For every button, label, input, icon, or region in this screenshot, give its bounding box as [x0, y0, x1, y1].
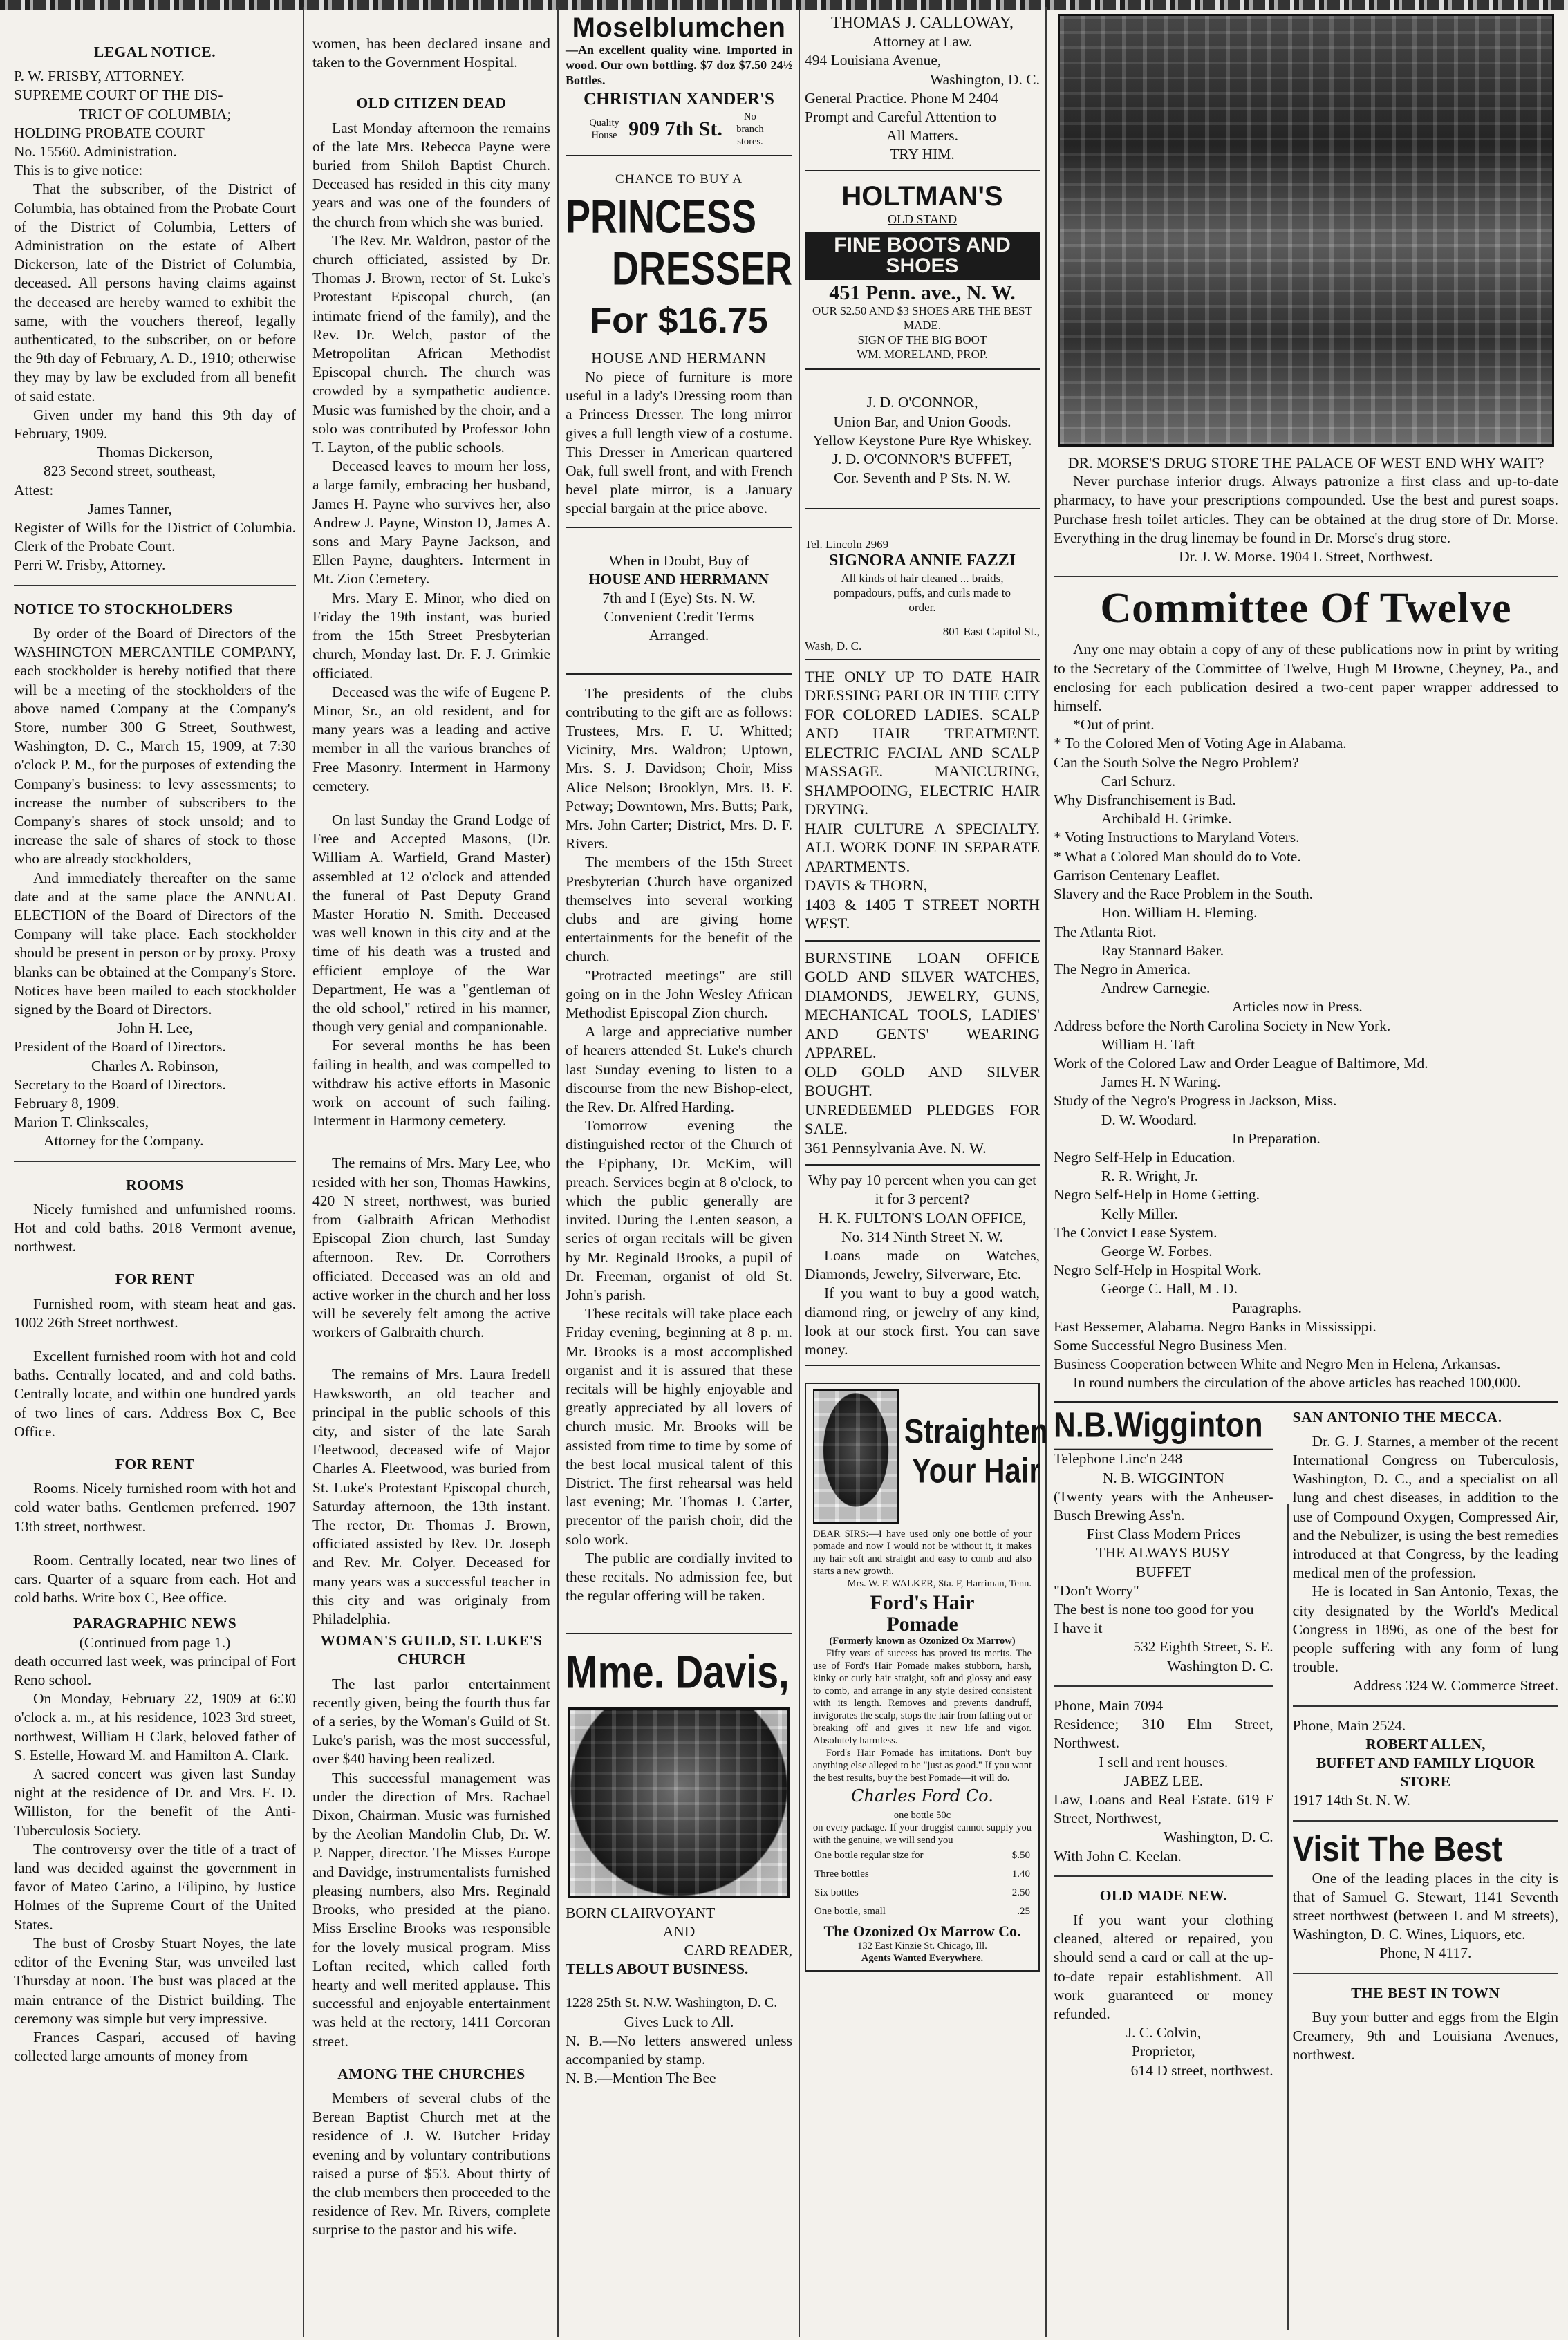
- news-paragraph: A large and appreciative number of hearers attended St. Luke's church last Sunday evening to listen to a discourse from the new Bishop-elect, the Rev. Dr. Alfred Harding.: [566, 1023, 792, 1115]
- burnstine-gold: OLD GOLD AND SILVER BOUGHT.: [805, 1063, 1040, 1100]
- fulton-address: No. 314 Ninth Street N. W.: [841, 1228, 1004, 1245]
- committee-out: *Out of print.: [1072, 716, 1155, 733]
- fazzi-body: All kinds of hair cleaned ... braids, pompadours, puffs, and curls made to order.: [833, 571, 1011, 614]
- doubt-line: Convenient Credit Terms: [604, 608, 754, 626]
- pomade-company-address: 132 East Kinzie St. Chicago, Ill.: [857, 1940, 987, 1951]
- committee-publication-item: George C. Hall, M . D.: [1101, 1280, 1238, 1298]
- morse-caption: DR. MORSE'S DRUG STORE THE PALACE OF WEST END WHY WAIT?: [1067, 454, 1544, 471]
- legal-given: Given under my hand this 9th day of February, 1909.: [14, 406, 296, 442]
- price-value: 1.40: [1011, 1868, 1030, 1880]
- fords-pomade-ad: [805, 1383, 1048, 1972]
- committee-closing: In round numbers the circulation of the above articles has reached 100,000.: [1072, 1374, 1521, 1392]
- house-herrmann-ad: [566, 528, 792, 675]
- divider: [1293, 1820, 1558, 1822]
- pomade-straighten: Straighten: [904, 1412, 1048, 1451]
- committee-publication-item: Negro Self-Help in Education.: [1054, 1148, 1235, 1166]
- colvin-prop: Proprietor,: [1131, 2043, 1195, 2060]
- pomade-your-hair: Your Hair: [911, 1451, 1040, 1490]
- old-citizen-dead-heading: OLD CITIZEN DEAD: [356, 95, 507, 112]
- committee-publication-item: In Preparation.: [1232, 1130, 1320, 1147]
- wigginton-phone: Telephone Linc'n 248: [1054, 1450, 1183, 1468]
- news-paragraph: Mrs. Mary E. Minor, who died on Friday the 19th instant, was buried from the 15th Street Presbyterian church, Monday last. Dr. F. J. Grimkie officiated.: [312, 589, 550, 682]
- column-rule: [557, 7, 559, 2337]
- committee-publication-item: Why Disfranchisement is Bad.: [1054, 792, 1236, 809]
- pomade-company: The Ozonized Ox Marrow Co.: [823, 1922, 1021, 1940]
- price-row: [813, 1846, 1032, 1865]
- news-paragraph: women, has been declared insane and taken to the Government Hospital.: [312, 35, 550, 71]
- davis-line: BORN CLAIRVOYANT: [566, 1904, 716, 1921]
- wigginton-city: Washington D. C.: [1167, 1657, 1273, 1674]
- fazzi-city: Wash, D. C.: [805, 639, 862, 653]
- committee-intro: Any one may obtain a copy of any of these publications now in print by writing to the Secretary of the Committee of Twelve, Hugh M Browne, Cheyney, Pa., and enclosing for each publication desired a two-cent paper wrapper addressed to himself.: [1054, 641, 1558, 715]
- committee-publication-item: Slavery and the Race Problem in the South.: [1054, 886, 1313, 903]
- pomade-woman-portrait: [813, 1389, 899, 1524]
- moselblumchen-ad: [566, 14, 792, 156]
- calloway-title: Attorney at Law.: [872, 33, 973, 50]
- davis-line: CARD READER,: [684, 1942, 792, 1958]
- burnstine-pledges: UNREDEEMED PLEDGES FOR SALE.: [805, 1101, 1040, 1138]
- column-rule: [1045, 7, 1047, 2337]
- news-paragraph: The public are cordially invited to these recitals. No admission fee, but the regular offering will be taken.: [566, 1549, 792, 1604]
- doubt-line: HOUSE AND HERRMANN: [588, 570, 769, 588]
- san-antonio-heading: SAN ANTONIO THE MECCA.: [1292, 1408, 1502, 1425]
- holtman-address: 451 Penn. ave., N. W.: [829, 281, 1016, 304]
- price-label: One bottle, small: [814, 1906, 886, 1918]
- pomade-name: Ford's Hair: [870, 1591, 975, 1615]
- davis-nb: N. B.—No letters answered unless accompanied by stamp.: [566, 2032, 792, 2068]
- davis-luck: Gives Luck to All.: [624, 2013, 734, 2030]
- divider: [1054, 576, 1558, 577]
- dresser-store: HOUSE AND HERMANN: [591, 349, 767, 366]
- committee-title: Committee Of Twelve: [1100, 585, 1512, 633]
- legal-body: That the subscriber, of the District of Columbia, has obtained from the Probate Court of the District of Columbia, Letters of Administration on the estate of Albert Dickerson, late of the District of Columbia, deceased. All persons having claims against the deceased are hereby warned to exhibit the same, with the vouchers thereof, legally authenticated, to the subscriber, on or before the 9th day of February, A. D., 1910; otherwise they may by law be excluded from all benefit of said estate.: [14, 180, 296, 404]
- committee-publication-item: Study of the Negro's Progress in Jackson, Miss.: [1054, 1092, 1337, 1110]
- holtman-prop: WM. MORELAND, PROP.: [857, 348, 988, 362]
- news-paragraph: Tomorrow evening the distinguished rector of the Church of the Epiphany, Dr. McKim, will preach. Services begin at 8 o'clock, to which the public generally are invited. During the Lenten season, a series of organ recitals will be given by Mr. Reginald Brooks, a pupil of Dr. Freeman, organist of old St. John's parish.: [566, 1117, 792, 1304]
- news-paragraph: The remains of Mrs. Mary Lee, who resided with her son, Thomas Hawkins, 420 N street, northwest, was buried from Galbraith African Methodist Episcopal Zion church, last Sunday afternoon. Rev. Dr. Corrothers officiated. Deceased was an old and active worker in the church and her loss will be severely felt among the active workers of Galbraith church.: [312, 1154, 550, 1341]
- among-churches-heading: AMONG THE CHURCHES: [337, 2065, 525, 2082]
- legal-attorney: Perri W. Frisby, Attorney.: [14, 556, 166, 574]
- pomade-letter-sig: Mrs. W. F. WALKER, Sta. F, Harriman, Tenn.: [847, 1578, 1032, 1590]
- divider: [14, 1161, 296, 1162]
- committee-publication-list: [1054, 734, 1558, 1374]
- committee-publication-item: The Convict Lease System.: [1054, 1224, 1217, 1241]
- fazzi-name: SIGNORA ANNIE FAZZI: [828, 552, 1016, 570]
- rooms-body: Nicely furnished and unfurnished rooms. Hot and cold baths. 2018 Vermont avenue, northwest.: [14, 1200, 296, 1255]
- lee-with: With John C. Keelan.: [1054, 1847, 1182, 1864]
- committee-publication-item: Ray Stannard Baker.: [1101, 942, 1224, 959]
- holtman-ad: [805, 171, 1040, 371]
- wigginton-have: I have it: [1054, 1620, 1103, 1637]
- wigginton-first: First Class Modern Prices: [1086, 1526, 1241, 1543]
- committee-publication-item: Carl Schurz.: [1101, 772, 1176, 789]
- wigginton-title: N.B.Wigginton: [1054, 1408, 1273, 1450]
- best-in-town-body: Buy your butter and eggs from the Elgin Creamery, 9th and Louisiana Avenues, northwest.: [1292, 2008, 1558, 2063]
- davis-thorn-address: 1403 & 1405 T STREET NORTH WEST.: [805, 895, 1040, 933]
- doubt-line: 7th and I (Eye) Sts. N. W.: [602, 589, 756, 606]
- princess-dresser-ad: [566, 156, 792, 527]
- oconnor-line: Yellow Keystone Pure Rye Whiskey.: [812, 431, 1032, 449]
- price-label: One bottle regular size for: [814, 1849, 924, 1861]
- lee-city: Washington, D. C.: [1163, 1828, 1273, 1846]
- moselblumchen-body: —An excellent quality wine. Imported in wood. Our own bottling. $7 doz $7.50 24½ Bottles.: [566, 42, 792, 87]
- davis-address: 1228 25th St. N.W. Washington, D. C.: [566, 1995, 778, 2011]
- divider: [1293, 1705, 1558, 1707]
- pomade-formerly: (Formerly known as Ozonized Ox Marrow): [829, 1636, 1016, 1647]
- mme-davis-portrait: [568, 1707, 790, 1898]
- legal-signer: Thomas Dickerson,: [96, 444, 214, 461]
- legal-line: TRICT OF COLUMBIA;: [78, 105, 232, 122]
- pomade-agents: Agents Wanted Everywhere.: [861, 1952, 984, 1964]
- legal-line: No. 15560. Administration.: [14, 143, 177, 160]
- calloway-prompt: Prompt and Careful Attention to: [805, 109, 997, 126]
- fazzi-address: 801 East Capitol St.,: [942, 624, 1040, 638]
- column-rule: [303, 7, 304, 2337]
- divider: [1054, 1875, 1273, 1877]
- stockholders-title: Attorney for the Company.: [44, 1132, 204, 1150]
- burnstine-ad: [805, 942, 1040, 1166]
- pomade-note: on every package. If your druggist cannot supply you with the genuine, we will send you: [813, 1822, 1032, 1846]
- lee-law: Law, Loans and Real Estate. 619 F Street, Northwest,: [1054, 1790, 1273, 1827]
- xander-note: No branch stores.: [736, 111, 764, 148]
- dresser-chance: CHANCE TO BUY A: [615, 172, 743, 187]
- news-paragraph: The controversy over the title of a tract of land was decided against the government in favor of Mateo Carino, a Filipino, by Justice Holmes of the Supreme Court of the United States.: [14, 1840, 296, 1933]
- holtman-shoes: OUR $2.50 AND $3 SHOES ARE THE BEST MADE.: [812, 304, 1032, 333]
- divider: [1054, 1685, 1273, 1687]
- doubt-line: When in Doubt, Buy of: [608, 552, 749, 569]
- dresser-body: No piece of furniture is more useful in a lady's Dressing room than a Princess Dresser. The long mirror gives a full length view of a costume. This Dresser in American quartered Oak, full swell front, and with French bevel plate mirror, is a January special bargain at the price above.: [566, 368, 792, 517]
- legal-attest: Attest:: [14, 481, 54, 498]
- price-value: $.50: [1011, 1849, 1030, 1861]
- news-paragraph: The remains of Mrs. Laura Iredell Hawksworth, an old teacher and principal in the public schools of this city, and sister of the late Sarah Fleetwood, deceased wife of Major Charles A. Fleetwood, was buried from St. Luke's Protestant Episcopal church, Saturday afternoon, the 13th instant. The rector, Dr. Thomas J. Brown, officiated assisted by Rev. Dr. Joseph and Rev. Mr. Colyer. Deceased for many years was a successful teacher in this city and was originaly from Philadelphia.: [312, 1366, 550, 1628]
- oconnor-buffet: J. D. O'CONNOR'S BUFFET,: [832, 451, 1013, 468]
- page-top-edge: [0, 0, 1568, 10]
- news-paragraph: Deceased was the wife of Eugene P. Minor, Sr., an old resident, and for many years was a leading and active member in all the various branches of Free Masonry. Interment in Harmony cemetery.: [312, 683, 550, 794]
- committee-publication-item: Articles now in Press.: [1232, 998, 1363, 1015]
- davis-thorn-body: THE ONLY UP TO DATE HAIR DRESSING PARLOR IN THE CITY FOR COLORED LADIES. SCALP AND HAIR TREATMENT. ELECTRIC FACIAL AND SCALP MASSAGE. MANICURING, SHAMPOOING, ELECTRIC HAIR DRYING.: [805, 667, 1040, 818]
- price-value: .25: [1017, 1906, 1030, 1918]
- stockholders-signer: Charles A. Robinson,: [91, 1057, 218, 1074]
- bottom-ads-left: [1054, 1405, 1283, 2080]
- fulton-body: Loans made on Watches, Diamonds, Jewelry, Silverware, Etc.: [805, 1246, 1040, 1283]
- calloway-matters: All Matters.: [886, 127, 958, 144]
- lee-sell: I sell and rent houses.: [1099, 1753, 1229, 1770]
- stockholders-body: By order of the Board of Directors of the WASHINGTON MERCANTILE COMPANY, each stockholder is hereby notified that there will be a meeting of the stockholders of the above named Company at the Company's Store, number 300 G Street, Southwest, Washington, D. C., March 15, 1909, at 7:30 o'clock P. M., for the purposes of extending the Company's business: to levy assessments; to increase the number of subscribers to the Company's shares of stock unsold; and to increase the sale of shares of stock to those who are already stockholders,: [14, 624, 296, 868]
- oconnor-line: Union Bar, and Union Goods.: [833, 413, 1011, 430]
- committee-publication-item: Garrison Centenary Leaflet.: [1054, 866, 1220, 883]
- pomade-bottle: one bottle 50c: [893, 1809, 951, 1821]
- news-paragraph: These recitals will take place each Friday evening, beginning at 8 p. m. Mr. Brooks is a most accomplished organist and it is assured that these recitals will be highly enjoyable and greatly appreciated by all lovers of church music. Mr. Brooks will be assisted from time to time by some of the best local musical talent of this District. The first rehearsal was held last evening; Mr. Thomas J. Carter, precentor of the parish choir, did the solo work.: [566, 1305, 792, 1548]
- stockholders-signer: Marion T. Clinkscales,: [14, 1114, 149, 1131]
- news-paragraph: On last Sunday the Grand Lodge of Free and Accepted Masons, (Dr. William A. Warfield, Grand Master) assembled at 12 o'clock and attended the funeral of Past Deputy Grand Master Horatio N. Smith. Deceased was well known in this city and at the time of his death was a trusted and efficient employe of the War Department, He was a "gentleman of the old school," retired in his manner, though very genial and companionable.: [312, 811, 550, 1036]
- pomade-letter: DEAR SIRS:—I have used only one bottle of your pomade and now I would not be without it, it makes my hair soft and straight and easy to comb and also starts a new growth.: [813, 1528, 1032, 1578]
- for-rent-body: Room. Centrally located, near two lines of cars. Quarter of a square from each. Hot and cold baths. Write box C, Bee office.: [14, 1551, 296, 1607]
- lee-phone: Phone, Main 7094: [1054, 1696, 1164, 1714]
- committee-publication-item: George W. Forbes.: [1101, 1242, 1213, 1260]
- davis-line: AND: [662, 1922, 696, 1940]
- davis-thorn-ad: [805, 660, 1040, 942]
- holtman-name: HOLTMAN'S: [841, 180, 1003, 212]
- for-rent-heading: FOR RENT: [115, 1271, 195, 1288]
- committee-publication-item: Negro Self-Help in Home Getting.: [1054, 1186, 1260, 1204]
- paragraphic-news-sub: (Continued from page 1.): [79, 1634, 231, 1651]
- committee-publication-item: D. W. Woodard.: [1101, 1111, 1197, 1128]
- price-row: [813, 1884, 1032, 1902]
- old-made-new-body: If you want your clothing cleaned, altered or repaired, you should send a card or call at the up-to-date repair establishment. All work guaranteed or money refunded.: [1054, 1911, 1273, 2022]
- committee-publication-item: The Atlanta Riot.: [1054, 923, 1157, 940]
- column-5: [1054, 14, 1558, 2080]
- davis-line: TELLS ABOUT BUSINESS.: [566, 1960, 749, 1978]
- news-paragraph: "Protracted meetings" are still going on in the John Wesley African Methodist Episcopal Zion church.: [566, 966, 792, 1021]
- fulton-question: Why pay 10 percent when you can get it for 3 percent?: [808, 1172, 1037, 1208]
- paragraphic-news-heading: PARAGRAPHIC NEWS: [73, 1615, 237, 1632]
- calloway-address: 494 Louisiana Avenue,: [805, 52, 942, 69]
- news-paragraph: The bust of Crosby Stuart Noyes, the late editor of the Evening Star, was unveiled last Thursday at noon. The bust was placed at the main entrance of the District building. The ceremony was simple but very impressive.: [14, 1934, 296, 2027]
- best-in-town-heading: THE BEST IN TOWN: [1351, 1984, 1500, 2001]
- stockholders-title: Secretary to the Board of Directors.: [14, 1076, 226, 1093]
- calloway-city: Washington, D. C.: [930, 71, 1040, 88]
- news-paragraph: Last Monday afternoon the remains of the late Mrs. Rebecca Payne were buried from Shiloh Baptist Church. Deceased has resided in this city many years and was one of the founders of the church from which she was buried.: [312, 119, 550, 230]
- pomade-imitations: Ford's Hair Pomade has imitations. Don't buy anything else alleged to be "just as good." If you want the best results, buy the best Pomade—it will do.: [813, 1748, 1032, 1784]
- legal-register-title: Register of Wills for the District of Columbia. Clerk of the Probate Court.: [14, 519, 296, 555]
- womans-guild-heading: WOMAN'S GUILD, ST. LUKE'S CHURCH: [320, 1632, 543, 1668]
- san-antonio-body: Dr. G. J. Starnes, a member of the recent International Congress on Tuberculosis, Washington, D. C., and a specialist on all lung and chest diseases, in addition to the use of Compound Oxygen, Compressed Air, and the Nebulizer, is using the best remedies introduced at that Congress, by the leading medical men of the profession.: [1292, 1432, 1558, 1582]
- san-antonio-address: Address 324 W. Commerce Street.: [1352, 1677, 1558, 1694]
- committee-publication-item: * Voting Instructions to Maryland Voters.: [1054, 829, 1300, 846]
- column-4: [805, 14, 1048, 1972]
- price-label: Six bottles: [814, 1887, 859, 1898]
- committee-publication-item: Negro Self-Help in Hospital Work.: [1054, 1262, 1262, 1279]
- doubt-line: Arranged.: [648, 627, 709, 644]
- legal-line: P. W. FRISBY, ATTORNEY.: [14, 68, 185, 85]
- davis-thorn-name: DAVIS & THORN,: [805, 877, 928, 895]
- committee-publication-item: Hon. William H. Fleming.: [1101, 904, 1258, 921]
- visit-best-title: Visit The Best: [1292, 1828, 1503, 1869]
- wigginton-address: 532 Eighth Street, S. E.: [1133, 1638, 1273, 1656]
- news-paragraph: Frances Caspari, accused of having collected large amounts of money from: [14, 2028, 296, 2065]
- legal-register: James Tanner,: [88, 500, 172, 517]
- column-2: [312, 35, 550, 2240]
- allen-buffet: BUFFET AND FAMILY LIQUOR STORE: [1316, 1754, 1535, 1790]
- davis-thorn-culture: HAIR CULTURE A SPECIALTY. ALL WORK DONE IN SEPARATE APARTMENTS.: [805, 819, 1040, 875]
- church-news: [566, 675, 792, 1606]
- price-row: [813, 1902, 1032, 1921]
- fulton-ad: [805, 1166, 1040, 1366]
- san-antonio-body: He is located in San Antonio, Texas, the city designated by the World's Medical Congress in 1896, as one of the best for people suffering with any form of lung trouble.: [1292, 1583, 1558, 1676]
- fazzi-ad: [805, 509, 1040, 659]
- legal-notice-heading: LEGAL NOTICE.: [93, 44, 216, 60]
- committee-publication-item: Some Successful Negro Business Men.: [1054, 1336, 1287, 1354]
- bottom-ads-right: [1283, 1408, 1558, 2080]
- wigginton-always: THE ALWAYS BUSY: [1096, 1544, 1231, 1562]
- news-paragraph: On Monday, February 22, 1909 at 6:30 o'clock a. m., at his residence, 1023 3rd street, northwest, William H Clark, beloved father of S. Estelle, Howard M. and Hamilton A. Clark.: [14, 1690, 296, 1763]
- allen-name: ROBERT ALLEN,: [1365, 1735, 1486, 1752]
- fulton-body: If you want to buy a good watch, diamond ring, or jewelry of any kind, look at our stock first. You can save money.: [805, 1284, 1040, 1358]
- news-paragraph: Members of several clubs of the Berean Baptist Church met at the residence of J. W. Butcher Friday evening and by voluntary contributions raised a purse of $53. About thirty of the club members then proceeded to the residence of Rev. Mr. Rivers, complete surprise to the pastor and his wife.: [312, 2089, 550, 2238]
- for-rent-heading: FOR RENT: [115, 1456, 195, 1473]
- xander-name: CHRISTIAN XANDER'S: [584, 89, 774, 109]
- legal-line: HOLDING PROBATE COURT: [14, 124, 205, 141]
- fulton-name: H. K. FULTON'S LOAN OFFICE,: [818, 1209, 1027, 1226]
- burnstine-body: BURNSTINE LOAN OFFICE GOLD AND SILVER WATCHES, DIAMONDS, JEWELRY, GUNS, MECHANICAL TOOLS, LADIES' AND GENTS' WEARING APPAREL.: [805, 948, 1040, 1062]
- committee-publication-item: Work of the Colored Law and Order League of Baltimore, Md.: [1054, 1054, 1428, 1071]
- holtman-stand: OLD STAND: [887, 212, 958, 227]
- committee-publication-item: * What a Colored Man should do to Vote.: [1054, 848, 1301, 865]
- news-paragraph: The Rev. Mr. Waldron, pastor of the church officiated, assisted by Dr. Thomas J. Brown, rector of St. Luke's Protestant Episcopal church, (an intimate friend of the family), and the Rev. Dr. Welch, pastor of the Metropolitan African Methodist Episcopal church. The church was crowded by a sympathetic audience. Music was furnished by the choir, and a solo was contributed by Professor John T. Layton, of the public schools.: [312, 232, 550, 456]
- xander-address: 909 7th St.: [628, 118, 722, 140]
- committee-publication-item: R. R. Wright, Jr.: [1101, 1168, 1199, 1185]
- morse-sig: Dr. J. W. Morse. 1904 L Street, Northwest.: [1179, 548, 1433, 565]
- stockholders-body: And immediately thereafter on the same date and at the same place the ANNUAL ELECTION of the Board of Directors of the Company will take place. Each stockholder should be present in person or by proxy. Proxy blanks can be obtained at the Company's Store. Notices have been mailed to each stockholder signed by the Board of Directors.: [14, 869, 296, 1018]
- pomade-price-table: [813, 1846, 1032, 1922]
- dresser-line2: DRESSER: [611, 242, 792, 294]
- divider: [14, 585, 296, 586]
- colvin-name: J. C. Colvin,: [1126, 2024, 1201, 2041]
- wigginton-best: The best is none too good for you: [1054, 1601, 1254, 1618]
- committee-publication-item: Can the South Solve the Negro Problem?: [1054, 754, 1299, 771]
- wigginton-worry: "Don't Worry": [1054, 1582, 1139, 1599]
- oconnor-name: J. D. O'CONNOR,: [866, 394, 978, 411]
- wigginton-name: N. B. WIGGINTON: [1102, 1469, 1224, 1486]
- news-paragraph: For several months he has been failing in health, and was compelled to withdraw his active efforts in Masonic work on account of such failing. Interment in Harmony cemetery.: [312, 1037, 550, 1130]
- price-row: [813, 1865, 1032, 1884]
- lee-residence: Residence; 310 Elm Street, Northwest.: [1054, 1716, 1273, 1752]
- committee-publication-item: Archibald H. Grimke.: [1101, 810, 1232, 827]
- news-paragraph: The presidents of the clubs contributing to the gift are as follows: Trustees, Mrs. F. U. Whitted; Vicinity, Mrs. Waldron; Uptown, Mrs. S. J. Davidson; Choir, Miss Alice Nelson; Brooklyn, Mrs. B. F. Petway; Downtown, Mrs. Butts; Park, Mrs. John Carter; District, Mrs. D. F. Rivers.: [566, 684, 792, 852]
- moselblumchen-title: Moselblumchen: [572, 12, 786, 43]
- news-paragraph: Deceased leaves to mourn her loss, a large family, embracing her husband, James H. Payne who survives her, also Andrew J. Payne, Winston D, James A. sons and Mary Payne Jackson, and Ellen Payne, daughters. Interment in Mt. Zion Cemetery.: [312, 458, 550, 588]
- pomade-body: Fifty years of success has proved its merits. The use of Ford's Hair Pomade makes stubborn, harsh, kinky or curly hair straight, soft and glossy and easy to comb, and arrange in any style desired consistent with its length. Removes and prevents dandruff, invigorates the scalp, stops the hair from falling out or breaking off and gives it new life and vigor. Absolutely harmless.: [813, 1648, 1032, 1747]
- visit-best-phone: Phone, N 4117.: [1379, 1945, 1472, 1962]
- old-made-new-heading: OLD MADE NEW.: [1099, 1887, 1227, 1904]
- committee-publication-item: The Negro in America.: [1054, 960, 1191, 977]
- morse-body: Never purchase inferior drugs. Always patronize a first class and up-to-date pharmacy, to have your prescriptions compounded. Use the best and purest soaps. Purchase fresh toilet articles. They can be obtained at the drug store of Dr. Morse. Everything in the drug linemay be found in Dr. Morse's drug store.: [1054, 473, 1558, 546]
- column-rule: [799, 7, 800, 2337]
- calloway-name: THOMAS J. CALLOWAY,: [830, 14, 1014, 32]
- news-paragraph: death occurred last week, was principal of Fort Reno school.: [14, 1652, 296, 1689]
- stockholders-title: President of the Board of Directors.: [14, 1038, 226, 1056]
- news-paragraph: A sacred concert was given last Sunday night at the residence of Dr. and Mrs. E. D. Williston, for the benefit of the Anti-Tuberculosis Society.: [14, 1766, 296, 1839]
- allen-address: 1917 14th St. N. W.: [1292, 1792, 1410, 1809]
- legal-line: SUPREME COURT OF THE DIS-: [14, 86, 223, 104]
- committee-publication-item: Andrew Carnegie.: [1101, 980, 1211, 997]
- colvin-address: 614 D street, northwest.: [1130, 2061, 1273, 2079]
- pomade-signature: Charles Ford Co.: [851, 1786, 993, 1806]
- stockholders-date: February 8, 1909.: [14, 1094, 120, 1112]
- price-label: Three bottles: [814, 1868, 869, 1880]
- news-paragraph: This successful management was under the direction of Mrs. Rachael Dixon, Chairman. Music was furnished by the Aeolian Mandolin Club, Dr. W. P. Napper, director. The Misses Europe and Davidge, instrumentalists furnished pleasing numbers, also Mrs. Reginald Brooks, who presided at the piano. Miss Erseline Brooks was responsible for the lovely musical program. Miss Loftan recited, which called forth hearty and well merited applause. This successful and enjoyable entertainment was held at the rectory, 1411 Corcoran street.: [312, 1769, 550, 2050]
- lee-name: JABEZ LEE.: [1123, 1772, 1204, 1789]
- committee-publication-item: Paragraphs.: [1232, 1299, 1302, 1316]
- stockholders-signer: John H. Lee,: [117, 1020, 193, 1037]
- oconnor-address: Cor. Seventh and P Sts. N. W.: [833, 469, 1011, 487]
- calloway-try: TRY HIM.: [890, 146, 955, 163]
- mme-davis-ad: [566, 1633, 792, 2088]
- holtman-fine: FINE BOOTS AND SHOES: [805, 232, 1040, 280]
- dresser-price: For $16.75: [590, 300, 768, 341]
- price-value: 2.50: [1011, 1887, 1030, 1898]
- wigginton-buffet: BUFFET: [1135, 1563, 1191, 1580]
- column-1: [14, 43, 296, 2066]
- fazzi-tel: Tel. Lincoln 2969: [805, 538, 889, 552]
- dresser-line1: PRINCESS: [566, 190, 757, 243]
- bottom-ads: [1054, 1401, 1558, 2080]
- for-rent-body: Rooms. Nicely furnished room with hot and cold water baths. Gentlemen preferred. 1907 13th street, northwest.: [14, 1480, 296, 1535]
- divider: [1293, 1973, 1558, 1974]
- burnstine-address: 361 Pennsylvania Ave. N. W.: [805, 1139, 987, 1157]
- for-rent-body: Furnished room, with steam heat and gas. 1002 26th Street northwest.: [14, 1295, 296, 1331]
- holtman-sign: SIGN OF THE BIG BOOT: [857, 333, 987, 347]
- column-3: [566, 14, 792, 2088]
- mme-davis-name: Mme. Davis,: [566, 1645, 790, 1698]
- legal-line: This is to give notice:: [14, 162, 143, 179]
- for-rent-body: Excellent furnished room with hot and cold baths. Centrally located, and and cold baths. Centrally locate, and within one hundred yards of two lines of cars. Address Box C, Bee Office.: [14, 1348, 296, 1440]
- davis-nb: N. B.—Mention The Bee: [566, 2070, 716, 2087]
- committee-publication-item: William H. Taft: [1101, 1036, 1195, 1053]
- pomade-pomade: Pomade: [886, 1612, 958, 1636]
- news-paragraph: The last parlor entertainment recently given, being the fourth thus far of a series, by the Woman's Guild of St. Luke's parish, was the most successful, over $40 having been realized.: [312, 1675, 550, 1768]
- committee-publication-item: James H. N Waring.: [1101, 1074, 1221, 1091]
- oconnor-ad: [805, 370, 1040, 509]
- stockholders-heading: NOTICE TO STOCKHOLDERS: [14, 600, 233, 617]
- news-paragraph: The members of the 15th Street Presbyterian Church have organized themselves into several working clubs and are giving home entertainments for the benefit of the church.: [566, 854, 792, 965]
- calloway-ad: [805, 14, 1040, 171]
- wigginton-years: (Twenty years with the Anheuser-Busch Brewing Ass'n.: [1054, 1488, 1273, 1524]
- committee-publication-item: * To the Colored Men of Voting Age in Alabama.: [1054, 735, 1347, 752]
- rooms-heading: ROOMS: [126, 1176, 184, 1193]
- legal-address: 823 Second street, southeast,: [44, 462, 216, 480]
- calloway-practice: General Practice. Phone M 2404: [805, 89, 999, 106]
- committee-publication-item: Address before the North Carolina Society in New York.: [1054, 1017, 1391, 1034]
- visit-best-body: One of the leading places in the city is that of Samuel G. Stewart, 1141 Seventh street northwest (between L and M streets), Washington, D. C. Wines, Liquors, etc.: [1292, 1869, 1558, 1943]
- xander-quality: Quality House: [589, 118, 619, 142]
- allen-phone: Phone, Main 2524.: [1292, 1716, 1406, 1734]
- committee-publication-item: Kelly Miller.: [1101, 1205, 1178, 1222]
- committee-publication-item: East Bessemer, Alabama. Negro Banks in Mississippi.: [1054, 1318, 1376, 1335]
- drug-store-photo: [1058, 14, 1554, 447]
- committee-publication-item: Business Cooperation between White and Negro Men in Helena, Arkansas.: [1054, 1356, 1501, 1373]
